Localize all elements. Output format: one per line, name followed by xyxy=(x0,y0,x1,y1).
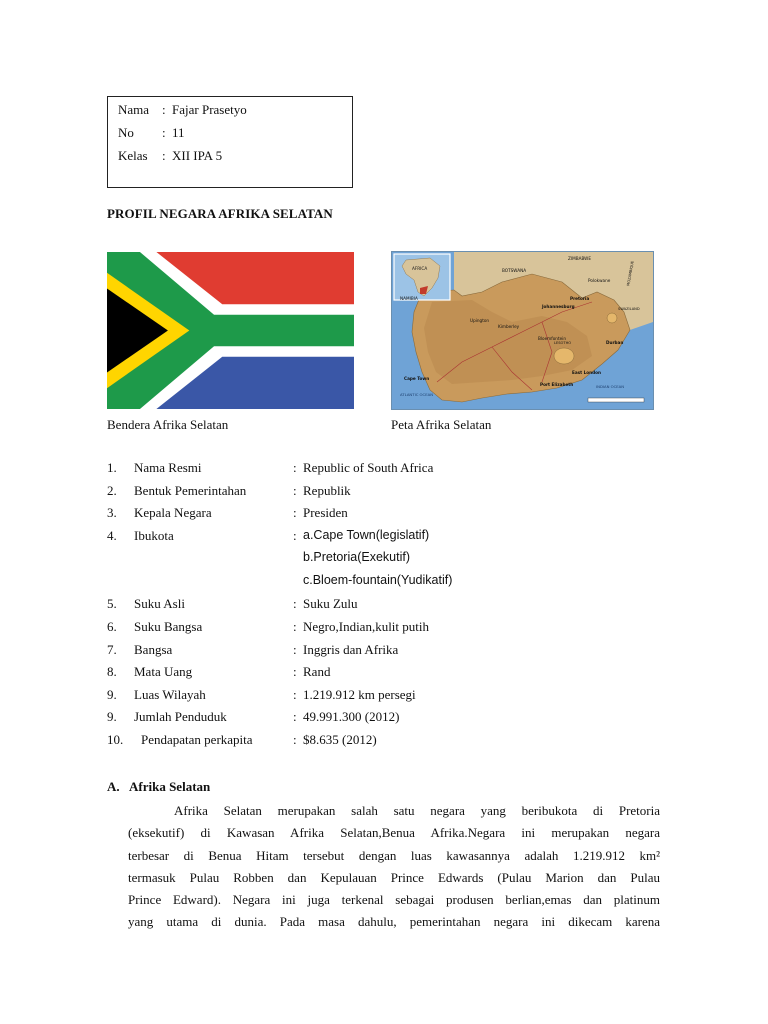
fact-value: Inggris dan Afrika xyxy=(303,641,399,657)
section-a-paragraph xyxy=(128,800,660,934)
fact-number: 5. xyxy=(107,596,117,611)
fact-value: a.Cape Town(legislatif) xyxy=(303,527,430,542)
fact-value: 1.219.912 km persegi xyxy=(303,686,416,702)
paragraph-line: Prince Edward). Negara ini juga terkenal sebagai produsen berlian,emas dan platinum xyxy=(128,892,660,908)
map-city-upington: Upington xyxy=(470,318,490,323)
fact-number: 10. xyxy=(107,732,124,747)
student-identity-box xyxy=(107,96,353,188)
map-inset-label: AFRICA xyxy=(412,266,428,271)
map-ocean-atlantic: ATLANTIC OCEAN xyxy=(400,392,434,397)
fact-row-continuation xyxy=(107,573,667,593)
fact-row xyxy=(107,483,667,503)
fact-value: Republik xyxy=(303,482,351,498)
identity-separator: : xyxy=(162,102,166,117)
map-label-mozambique: MOZAMBIQUE xyxy=(626,260,635,287)
fact-row xyxy=(107,664,667,684)
fact-label: Nama Resmi xyxy=(134,460,202,475)
fact-number: 8. xyxy=(107,664,117,679)
fact-value: 49.991.300 (2012) xyxy=(303,709,400,724)
fact-value: Negro,Indian,kulit putih xyxy=(303,619,430,634)
fact-colon: : xyxy=(293,527,297,543)
map-graphic xyxy=(392,252,653,409)
fact-colon: : xyxy=(293,664,297,679)
fact-label: Bangsa xyxy=(134,641,173,657)
map-city-bloemfontein: Bloemfontein xyxy=(538,336,566,341)
map-label-zimbabwe: ZIMBABWE xyxy=(568,256,591,261)
fact-label: Suku Asli xyxy=(134,596,185,611)
identity-key: Kelas xyxy=(118,148,148,163)
fact-colon: : xyxy=(293,596,297,611)
fact-value: $8.635 (2012) xyxy=(303,732,377,747)
map-city-polokwane: Polokwane xyxy=(588,278,611,283)
fact-row xyxy=(107,732,667,752)
paragraph-line: terbesar di Benua Hitam tersebut dengan luas kawasannya adalah 1.219.912 km² xyxy=(128,847,660,863)
fact-colon: : xyxy=(293,686,297,702)
paragraph-line: Afrika Selatan merupakan salah satu negara yang beribukota di Pretoria xyxy=(174,803,660,818)
paragraph-line: yang utama di dunia. Pada masa dahulu, pemerintahan negara ini dikecam karena xyxy=(128,914,660,930)
identity-value: 11 xyxy=(172,125,185,140)
fact-colon: : xyxy=(293,709,297,724)
fact-label: Ibukota xyxy=(134,527,174,543)
fact-number: 9. xyxy=(107,686,117,702)
fact-label: Suku Bangsa xyxy=(134,619,203,634)
fact-number: 3. xyxy=(107,505,117,520)
fact-number: 6. xyxy=(107,619,117,634)
fact-label: Pendapatan perkapita xyxy=(141,732,253,747)
fact-value: Republic of South Africa xyxy=(303,460,434,475)
fact-label: Jumlah Penduduk xyxy=(134,709,227,724)
fact-value: c.Bloem-fountain(Yudikatif) xyxy=(303,573,453,587)
fact-row xyxy=(107,642,667,662)
map-label-namibia: NAMIBIA xyxy=(400,296,418,301)
fact-colon: : xyxy=(293,460,297,475)
fact-colon: : xyxy=(293,641,297,657)
fact-number: 9. xyxy=(107,709,117,724)
fact-number: 2. xyxy=(107,482,117,498)
document-title: PROFIL NEGARA AFRIKA SELATAN xyxy=(107,206,333,221)
fact-value: Rand xyxy=(303,664,331,679)
fact-label: Luas Wilayah xyxy=(134,686,206,702)
map-caption: Peta Afrika Selatan xyxy=(391,417,492,432)
section-title: Afrika Selatan xyxy=(129,779,211,794)
map-city-cape-town: Cape Town xyxy=(404,376,430,381)
identity-value: XII IPA 5 xyxy=(172,148,223,163)
fact-row-continuation xyxy=(107,550,667,570)
south-africa-map-image xyxy=(391,251,654,410)
fact-label: Mata Uang xyxy=(134,664,193,679)
map-city-johannesburg: Johannesburg xyxy=(542,304,575,309)
fact-row xyxy=(107,687,667,707)
fact-colon: : xyxy=(293,482,297,498)
fact-value: Suku Zulu xyxy=(303,596,358,611)
fact-row xyxy=(107,528,667,548)
fact-row xyxy=(107,596,667,616)
fact-label: Kepala Negara xyxy=(134,505,212,520)
identity-separator: : xyxy=(162,148,166,163)
identity-key: No xyxy=(118,125,134,140)
identity-row-class xyxy=(118,148,222,164)
map-ocean-indian: INDIAN OCEAN xyxy=(596,384,625,389)
fact-row xyxy=(107,460,667,480)
identity-value: Fajar Prasetyo xyxy=(172,102,247,117)
fact-value: b.Pretoria(Exekutif) xyxy=(303,550,410,564)
paragraph-line: termasuk Pulau Robben dan Kepulauan Prince Edwards (Pulau Marion dan Pulau xyxy=(128,869,660,885)
fact-number: 1. xyxy=(107,460,117,475)
map-city-pretoria: Pretoria xyxy=(570,296,590,301)
map-city-port-elizabeth: Port Elizabeth xyxy=(540,382,574,387)
fact-number: 7. xyxy=(107,641,117,657)
fact-row xyxy=(107,619,667,639)
map-city-kimberley: Kimberley xyxy=(498,324,520,329)
map-label-botswana: BOTSWANA xyxy=(502,268,527,273)
fact-colon: : xyxy=(293,505,297,520)
paragraph-line: (eksekutif) di Kawasan Afrika Selatan,Benua Afrika.Negara ini merupakan negara xyxy=(128,825,660,841)
fact-value: Presiden xyxy=(303,505,348,520)
map-city-durban: Durban xyxy=(606,340,624,345)
map-city-east-london: East London xyxy=(572,370,602,375)
south-africa-flag-image xyxy=(107,252,354,409)
flag-graphic xyxy=(107,252,354,409)
fact-number: 4. xyxy=(107,527,117,543)
fact-label: Bentuk Pemerintahan xyxy=(134,482,247,498)
section-a-heading xyxy=(107,779,210,795)
map-label-swaziland: SWAZILAND xyxy=(618,307,640,311)
fact-row xyxy=(107,505,667,525)
fact-colon: : xyxy=(293,619,297,634)
identity-key: Nama xyxy=(118,102,150,117)
flag-caption: Bendera Afrika Selatan xyxy=(107,417,229,432)
fact-row xyxy=(107,709,667,729)
identity-row-name xyxy=(118,102,247,118)
section-letter: A. xyxy=(107,779,120,794)
fact-colon: : xyxy=(293,732,297,747)
identity-separator: : xyxy=(162,125,166,140)
map-label-lesotho: LESOTHO xyxy=(554,341,572,345)
identity-row-number xyxy=(118,125,185,141)
